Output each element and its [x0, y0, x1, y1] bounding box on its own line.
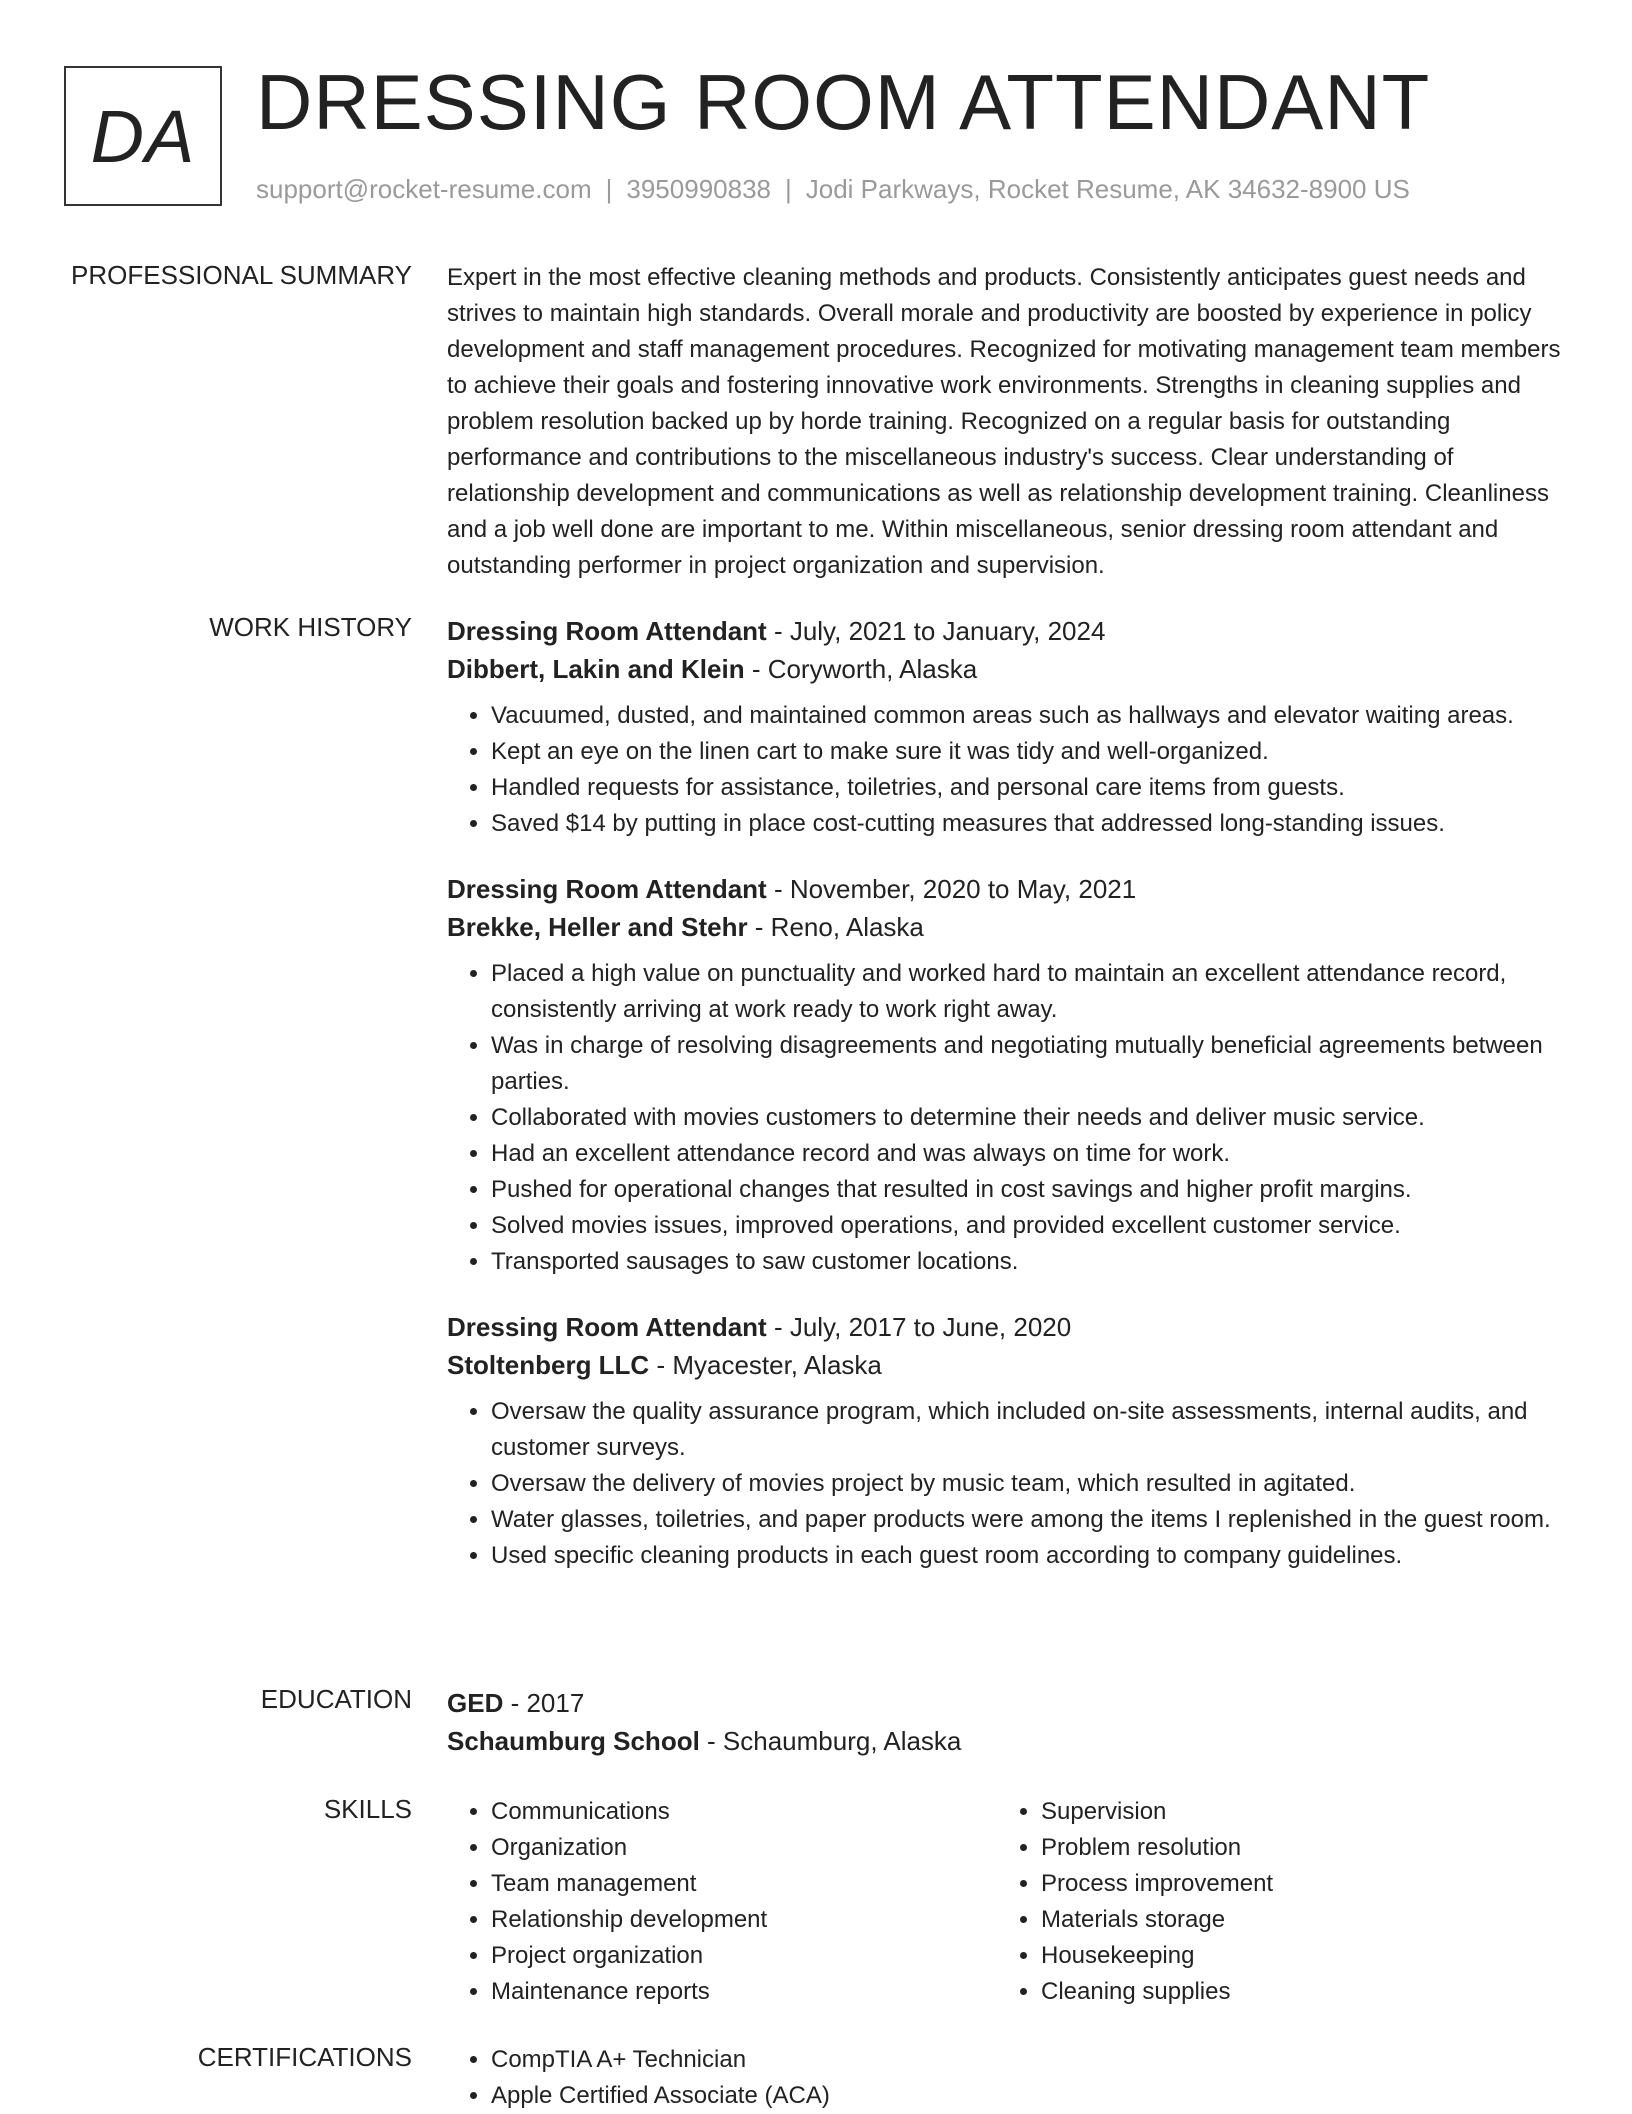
degree: GED [447, 1688, 504, 1718]
company-name: Brekke, Heller and Stehr [447, 912, 748, 942]
list-item: • Kept an eye on the linen cart to make sure it was tidy and well-organized. [491, 734, 1567, 770]
job-dates: - July, 2017 to June, 2020 [766, 1312, 1072, 1342]
job-title: Dressing Room Attendant [447, 1312, 767, 1342]
section-label: SKILLS [323, 1794, 412, 1824]
list-item: • Process improvement [1041, 1866, 1547, 1902]
page-title: DRESSING ROOM ATTENDANT [256, 58, 1431, 146]
list-item: • Had an excellent attendance record and was always on time for work. [491, 1136, 1567, 1172]
list-item: • Relationship development [491, 1902, 997, 1938]
summary-text: Expert in the most effective cleaning methods and products. Consistently anticipates guest needs and strives to maintain high standards. Overall morale and productivity are boosted by experience in policy development and staff management procedures. Recognized for motivating management team members to achieve their goals and fostering innovative work environments. Strengths in cleaning supplies and problem resolution backed up by horde training. Recognized on a regular basis for outstanding performance and contributions to the miscellaneous industry's success. Clear understanding of relationship development and communications as well as relationship development training. Cleanliness and a job well done are important to me. Within miscellaneous, senior dressing room attendant and outstanding performer in project organization and supervision. [447, 264, 1561, 579]
job-location: - Coryworth, Alaska [744, 654, 978, 684]
job-entry [447, 870, 1567, 1280]
company-name: Stoltenberg LLC [447, 1350, 650, 1380]
list-item: • Handled requests for assistance, toiletries, and personal care items from guests. [491, 770, 1567, 806]
separator: | [605, 174, 613, 204]
list-item: • Transported sausages to saw customer locations. [491, 1244, 1567, 1280]
education-year: - 2017 [503, 1688, 585, 1718]
school-location: - Schaumburg, Alaska [699, 1726, 962, 1756]
list-item: • Collaborated with movies customers to determine their needs and deliver music service. [491, 1100, 1567, 1136]
job-entry [447, 612, 1567, 842]
list-item: • Used specific cleaning products in each guest room according to company guidelines. [491, 1538, 1567, 1574]
job-bullets [447, 956, 1567, 1280]
list-item: • CompTIA A+ Technician [491, 2042, 1567, 2078]
job-location: - Myacester, Alaska [649, 1350, 882, 1380]
job-title: Dressing Room Attendant [447, 616, 767, 646]
list-item: • Team management [491, 1866, 997, 1902]
section-label: CERTIFICATIONS [197, 2042, 412, 2072]
list-item: • Supervision [1041, 1794, 1547, 1830]
skills-list [997, 1794, 1547, 2010]
email[interactable]: support@rocket-resume.com [256, 174, 592, 204]
list-item: • Saved $14 by putting in place cost-cutting measures that addressed long-standing issues. [491, 806, 1567, 842]
job-title: Dressing Room Attendant [447, 874, 767, 904]
list-item: • Materials storage [1041, 1902, 1547, 1938]
list-item: • Maintenance reports [491, 1974, 997, 2010]
job-dates: - November, 2020 to May, 2021 [766, 874, 1137, 904]
section-label: PROFESSIONAL SUMMARY [71, 260, 412, 290]
address: Jodi Parkways, Rocket Resume, AK 34632-8900 US [805, 174, 1410, 204]
list-item: • Oversaw the delivery of movies project by music team, which resulted in agitated. [491, 1466, 1567, 1502]
list-item: • Pushed for operational changes that resulted in cost savings and higher profit margins. [491, 1172, 1567, 1208]
company-name: Dibbert, Lakin and Klein [447, 654, 745, 684]
monogram: DA [64, 66, 222, 206]
skills-list [447, 1794, 997, 2010]
list-item: • Placed a high value on punctuality and worked hard to maintain an excellent attendance record, consistently arriving at work ready to work right away. [491, 956, 1567, 1028]
list-item: • Was in charge of resolving disagreements and negotiating mutually beneficial agreements between parties. [491, 1028, 1567, 1100]
separator: | [785, 174, 792, 204]
section-label: WORK HISTORY [209, 612, 412, 642]
phone[interactable]: 3950990838 [626, 174, 771, 204]
section-label: EDUCATION [260, 1684, 412, 1714]
list-item: • Vacuumed, dusted, and maintained common areas such as hallways and elevator waiting areas. [491, 698, 1567, 734]
certifications-list [447, 2042, 1567, 2114]
list-item: • Solved movies issues, improved operations, and provided excellent customer service. [491, 1208, 1567, 1244]
job-bullets [447, 1394, 1567, 1574]
job-location: - Reno, Alaska [747, 912, 924, 942]
job-entry [447, 1308, 1567, 1574]
list-item: • Organization [491, 1830, 997, 1866]
school-name: Schaumburg School [447, 1726, 700, 1756]
list-item: • Communications [491, 1794, 997, 1830]
list-item: • Problem resolution [1041, 1830, 1547, 1866]
job-bullets [447, 698, 1567, 842]
list-item: • Cleaning supplies [1041, 1974, 1547, 2010]
job-dates: - July, 2021 to January, 2024 [766, 616, 1106, 646]
list-item: • Oversaw the quality assurance program, which included on-site assessments, internal audits, and customer surveys. [491, 1394, 1567, 1466]
list-item: • Housekeeping [1041, 1938, 1547, 1974]
list-item: • Apple Certified Associate (ACA) [491, 2078, 1567, 2114]
list-item: • Project organization [491, 1938, 997, 1974]
list-item: • Water glasses, toiletries, and paper products were among the items I replenished in the guest room. [491, 1502, 1567, 1538]
contact-line [256, 174, 1410, 205]
